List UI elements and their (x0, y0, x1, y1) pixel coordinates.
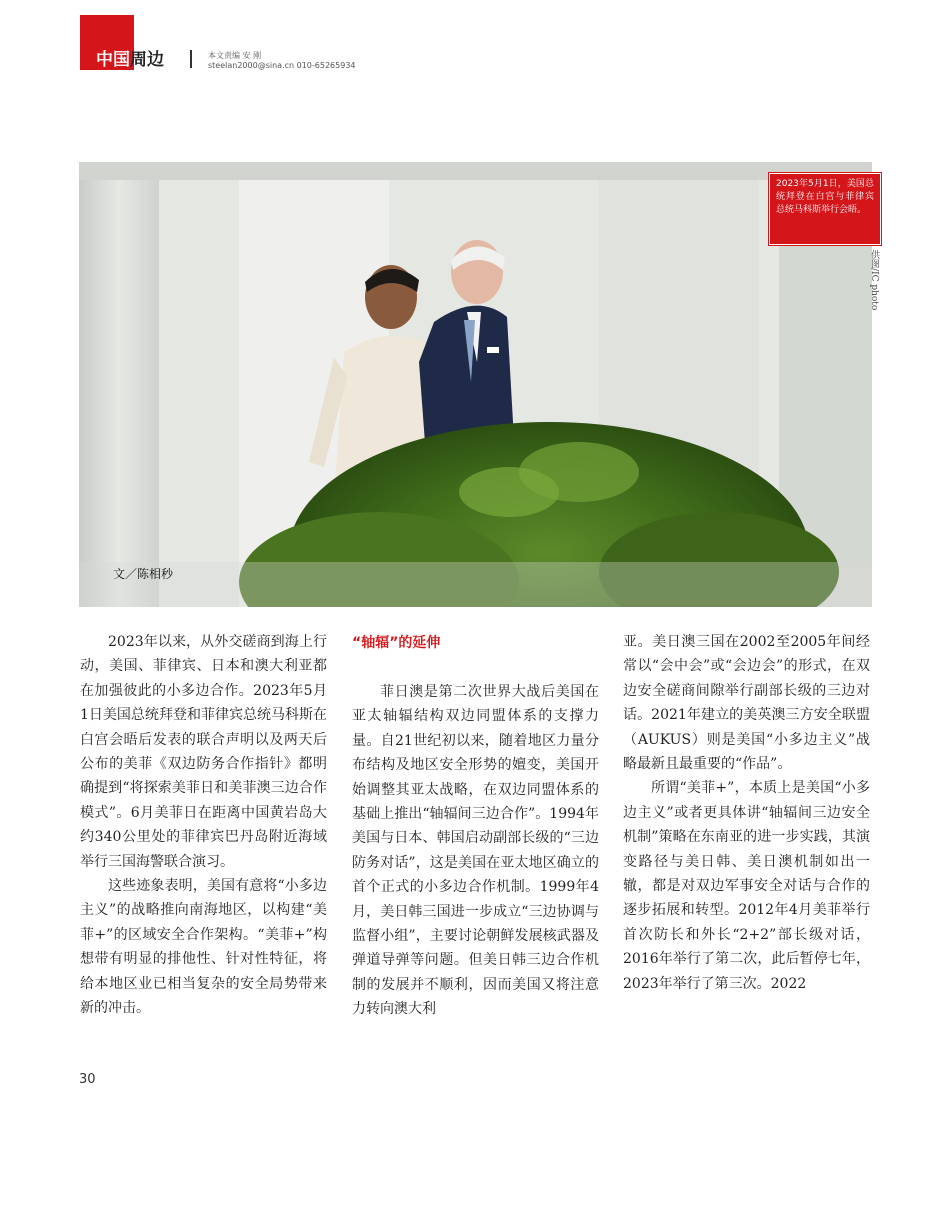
section-logo-part2: 周边 (130, 50, 164, 70)
paragraph: 2023年以来，从外交磋商到海上行动，美国、菲律宾、日本和澳大利亚都在加强彼此的小多边合作。2023年5月1日美国总统拜登和菲律宾总统马科斯在白宫会晤后发表的联合声明以及两天后公布的美菲《双边防务合作指针》都明确提到“将探索美菲日和美菲澳三边合作模式”。6月美菲日在距离中国黄岩岛大约340公里处的菲律宾巴丹岛附近海域举行三国海警联合演习。 (80, 634, 327, 870)
paragraph: 亚。美日澳三国在2002至2005年间经常以“会中会”或“会边会”的形式，在双边安全磋商间隙举行副部长级的三边对话。2021年建立的美英澳三方安全联盟（AUKUS）则是美国“小多边主义”战略最新且最重要的“作品”。 (623, 634, 870, 773)
page-number: 30 (79, 1072, 96, 1087)
paragraph: 所谓“美菲+”，本质上是美国“小多边主义”或者更具体讲“轴辐间三边安全机制”策略在东南亚的进一步实践，其演变路径与美日韩、美日澳机制如出一辙，都是对双边军事安全对话与合作的逐步拓展和转型。2012年4月美菲举行首次防长和外长“2+2”部长级对话，2016年举行了第二次，此后暂停七年，2023年举行了第三次。2022 (623, 780, 870, 992)
header-editor-info (208, 51, 356, 71)
article-byline: 文／陈相秒 (113, 567, 174, 581)
header-separator (190, 50, 192, 68)
paragraph: 菲日澳是第二次世界大战后美国在亚太轴辐结构双边同盟体系的支撑力量。自21世纪初以来，随着地区力量分布结构及地区安全形势的嬗变，美国开始调整其亚太战略，在双边同盟体系的基础上推出“轴辐间三边合作”。1994年美国与日本、韩国启动副部长级的“三边防务对话”，这是美国在亚太地区确立的首个正式的小多边合作机制。1999年4月，美日韩三国进一步成立“三边协调与监督小组”，主要讨论朝鲜发展核武器及弹道导弹等问题。但美日韩三边合作机制的发展并不顺利，因而美国又将注意力转向澳大利 (352, 684, 599, 1018)
article-photo (79, 162, 872, 607)
body-column-2 (352, 630, 599, 1022)
body-column-3 (623, 630, 870, 996)
contact-line: steelan2000@sina.cn 010-65265934 (208, 61, 356, 70)
section-logo (96, 50, 164, 70)
photo-illustration (79, 162, 872, 607)
photo-caption: 2023年5月1日，美国总统拜登在白宫与菲律宾总统马科斯举行会晤。 (769, 173, 881, 245)
paragraph: 这些迹象表明，美国有意将“小多边主义”的战略推向南海地区，以构建“美菲+”的区域安全合作架构。“美菲+”构想带有明显的排他性、针对性特征，将给本地区业已相当复杂的安全局势带来新的冲击。 (80, 878, 327, 1017)
editor-line: 本文责编 安 刚 (208, 51, 262, 60)
body-column-1 (80, 630, 327, 1021)
photo-credit: 供图/IC photo (869, 250, 879, 311)
section-subheading: “轴辐”的延伸 (352, 635, 441, 651)
section-logo-part1: 中国 (96, 50, 130, 70)
